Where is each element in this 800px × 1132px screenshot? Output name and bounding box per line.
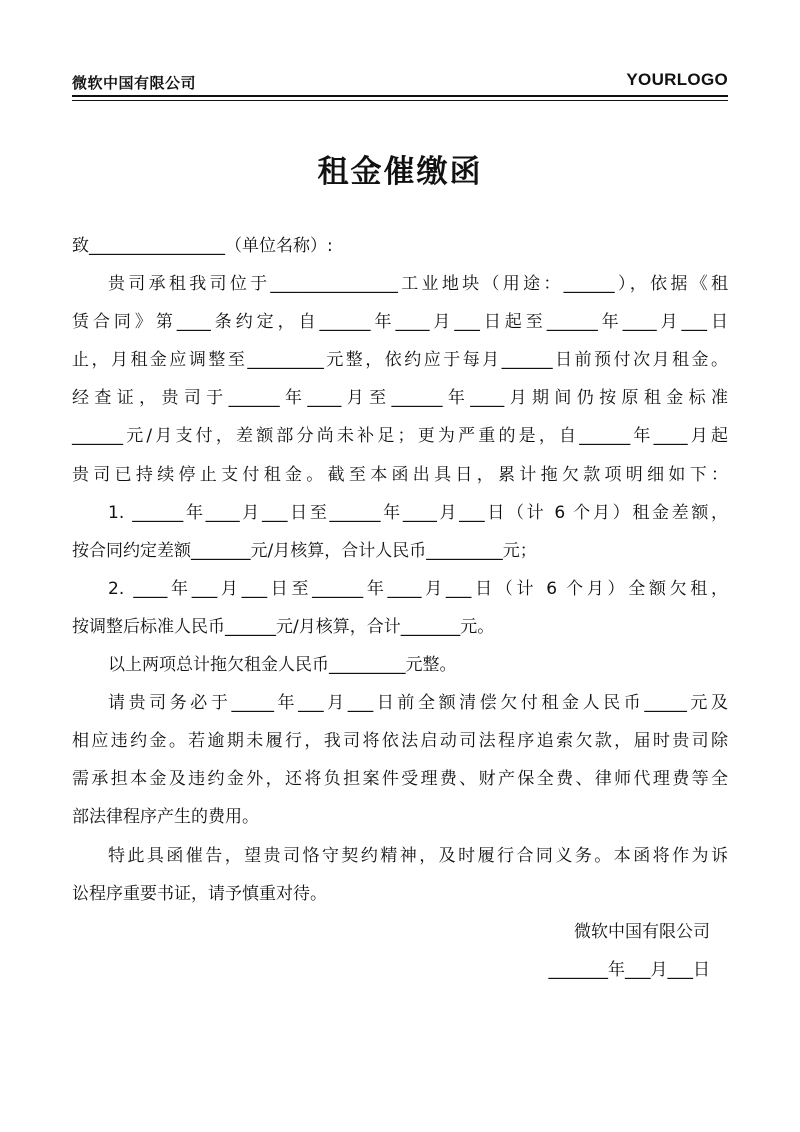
list-item-line: 1. ______年____月___日至______年____月___日（计 6 个月）租金差额， — [108, 502, 728, 523]
header-rule-thin — [72, 100, 728, 101]
document-title: 租金催缴函 — [317, 154, 483, 190]
paragraph-line: 请贵司务必于_____年___月___日前全额清偿欠付租金人民币_____元及 — [108, 693, 728, 714]
paragraph-line: 相应违约金。若逾期未履行，我司将依法启动司法程序追索欠款，届时贵司除 — [72, 731, 728, 752]
header-logo: YOURLOGO — [626, 70, 728, 89]
list-item-line: 按调整后标准人民币______元/月核算，合计_______元。 — [72, 616, 495, 637]
paragraph-line: 贵司承租我司位于_______________工业地块（用途：______），依据《租 — [108, 274, 728, 295]
letter-body — [72, 227, 728, 989]
list-item-line: 按合同约定差额_______元/月核算，合计人民币_________元； — [72, 540, 537, 561]
paragraph-line: 特此具函催告，望贵司恪守契约精神，及时履行合同义务。本函将作为诉 — [108, 845, 728, 866]
paragraph-line: ______元/月支付，差额部分尚未补足；更为严重的是，自______年____月起 — [72, 426, 728, 447]
header-rule-thick — [72, 95, 728, 97]
total-line: 以上两项总计拖欠租金人民币_________元整。 — [108, 655, 457, 676]
paragraph-line: 经查证，贵司于______年____月至______年____月期间仍按原租金标准 — [72, 388, 728, 409]
page-header — [72, 68, 728, 98]
paragraph-line: 讼程序重要书证，请予慎重对待。 — [72, 883, 327, 904]
paragraph-line: 部法律程序产生的费用。 — [72, 807, 259, 828]
signature-company: 微软中国有限公司 — [574, 921, 710, 942]
header-company-name: 微软中国有限公司 — [72, 74, 197, 92]
paragraph-line: 止，月租金应调整至_________元整，依约应于每月______日前预付次月租金。 — [72, 350, 728, 371]
salutation-line: 致________________（单位名称）: — [72, 236, 333, 256]
paragraph-line: 赁合同》第____条约定，自______年____月___日起至______年____月___日 — [72, 312, 728, 333]
list-item-line: 2. ____年___月___日至______年____月___日（计 6 个月）全额欠租， — [108, 578, 728, 599]
paragraph-line: 贵司已持续停止支付租金。截至本函出具日，累计拖欠款项明细如下： — [72, 464, 728, 485]
signature-date: _______年___月___日 — [548, 959, 710, 980]
paragraph-line: 需承担本金及违约金外，还将负担案件受理费、财产保全费、律师代理费等全 — [72, 769, 728, 790]
